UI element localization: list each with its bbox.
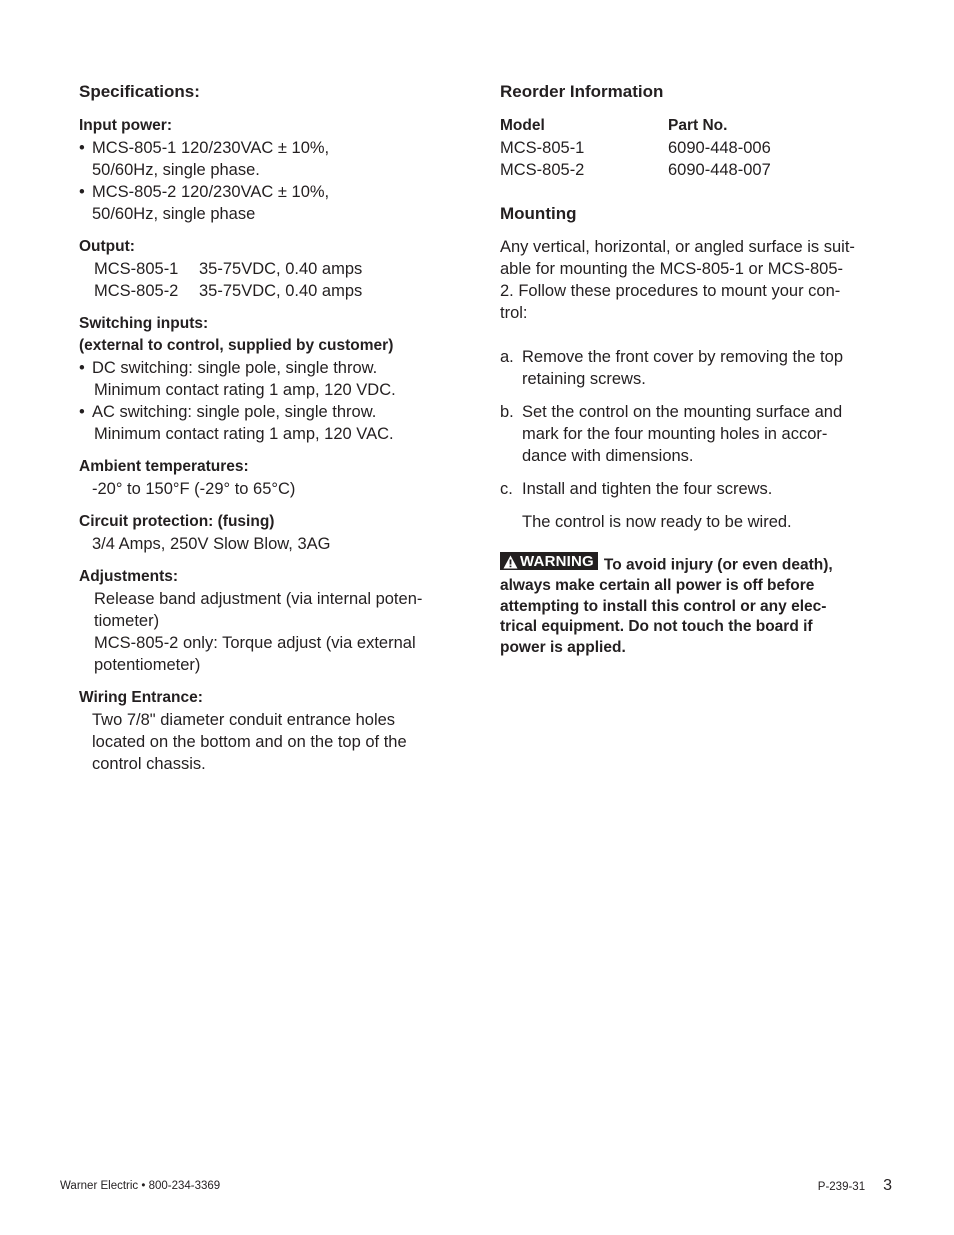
input-power-title: Input power: <box>79 117 172 134</box>
mounting-intro: Any vertical, horizontal, or angled surface is suit- able for mounting the MCS-805-1 or MCS-805- 2. Follow these procedures to mount your con- trol: <box>500 238 855 322</box>
warning-badge: WARNING <box>500 552 598 570</box>
table-row: MCS-805-1 6090-448-006 <box>500 139 771 157</box>
reorder-heading: Reorder Information <box>500 82 664 101</box>
mounting-step: b. Set the control on the mounting surface and mark for the four mounting holes in accor- dance with dimensions. <box>500 403 843 465</box>
circuit-protection-title: Circuit protection: (fusing) <box>79 513 275 530</box>
table-row: MCS-805-2 6090-448-007 <box>500 161 771 179</box>
ambient-section <box>79 456 449 500</box>
switching-inputs-subtitle: (external to control, supplied by customer) <box>79 337 394 354</box>
output-title: Output: <box>79 238 135 255</box>
wiring-entrance-section: Wiring Entrance: Two 7/8" diameter conduit entrance holes located on the bottom and on the top of the control chassis. <box>79 687 449 775</box>
input-power-section <box>79 115 449 225</box>
reorder-table-header: Model Part No. <box>500 117 728 134</box>
switching-item: • AC switching: single pole, single throw. Minimum contact rating 1 amp, 120 VAC. <box>79 401 449 445</box>
adjustments-title: Adjustments: <box>79 568 179 585</box>
specifications-column <box>79 81 449 786</box>
switching-inputs-title: Switching inputs: <box>79 315 209 332</box>
circuit-protection-value: 3/4 Amps, 250V Slow Blow, 3AG <box>92 535 331 553</box>
mounting-step: c. Install and tighten the four screws. <box>500 480 773 498</box>
input-power-item: • MCS-805-2 120/230VAC ± 10%, 50/60Hz, single phase <box>79 181 449 225</box>
ambient-title: Ambient temperatures: <box>79 458 249 475</box>
reorder-table <box>500 115 880 181</box>
switching-inputs-section <box>79 313 449 445</box>
page-number: 3 <box>883 1177 892 1194</box>
mounting-heading: Mounting <box>500 204 577 223</box>
reorder-mounting-column <box>500 81 880 658</box>
specifications-heading: Specifications: <box>79 82 200 101</box>
switching-item: • DC switching: single pole, single throw. Minimum contact rating 1 amp, 120 VDC. <box>79 357 449 401</box>
wiring-entrance-title: Wiring Entrance: <box>79 689 203 706</box>
document-number: P-239-31 <box>817 1181 866 1193</box>
ambient-value: -20° to 150°F (-29° to 65°C) <box>92 480 296 498</box>
circuit-protection-section <box>79 511 449 555</box>
input-power-item: • MCS-805-1 120/230VAC ± 10%, 50/60Hz, single phase. <box>79 137 449 181</box>
footer-right <box>818 1179 892 1194</box>
mounting-step: a. Remove the front cover by removing the top retaining screws. <box>500 348 843 388</box>
output-section <box>79 236 449 302</box>
warning-block: WARNING To avoid injury (or even death), always make certain all power is off before attempting to install this control or any elec- trical equipment. Do not touch the board if power is applied. <box>500 553 833 656</box>
output-row: MCS-805-1 35-75VDC, 0.40 amps <box>94 260 363 278</box>
adjustments-section: Adjustments: Release band adjustment (via internal poten- tiometer) MCS-805-2 only: Torque adjust (via external potentiometer) <box>79 566 449 676</box>
footer-company: Warner Electric • 800-234-3369 <box>60 1180 221 1192</box>
warning-triangle-icon <box>503 555 518 569</box>
mounting-ready-note: The control is now ready to be wired. <box>522 513 792 531</box>
output-row: MCS-805-2 35-75VDC, 0.40 amps <box>94 282 363 300</box>
